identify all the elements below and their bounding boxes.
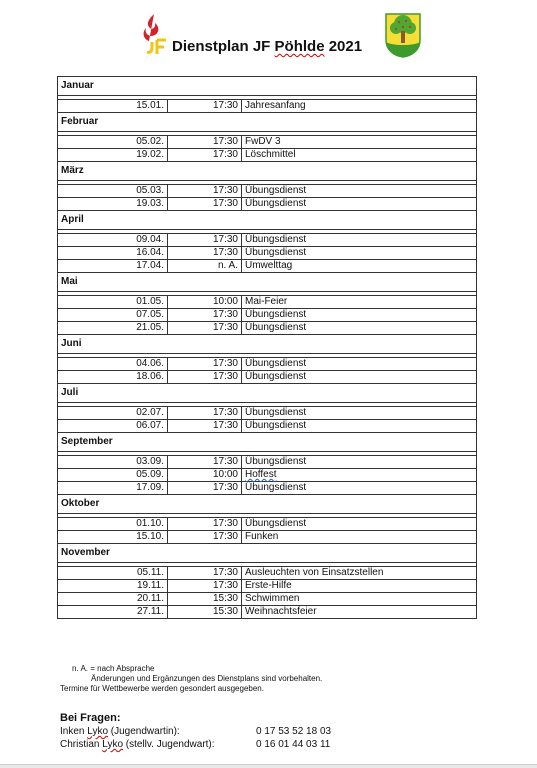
- page-title: Dienstplan JF Pöhlde 2021: [172, 38, 363, 55]
- event-cell: [242, 469, 477, 482]
- event-label: Schwimmen: [245, 593, 300, 604]
- jugendfeuerwehr-logo: [140, 12, 170, 56]
- month-header-row: [58, 273, 477, 292]
- schedule-row: [58, 358, 477, 371]
- blank-cell: [58, 580, 98, 593]
- event-cell: [242, 518, 477, 531]
- blank-cell: [58, 149, 98, 162]
- schedule-row: [58, 185, 477, 198]
- blank-cell: [58, 371, 98, 384]
- schedule-row: [58, 518, 477, 531]
- blank-cell: [58, 593, 98, 606]
- date-cell: 05.03.: [97, 185, 168, 198]
- blank-cell: [58, 420, 98, 433]
- date-cell: 16.04.: [97, 247, 168, 260]
- blank-cell: [58, 185, 98, 198]
- schedule-row: [58, 567, 477, 580]
- month-name: Januar: [58, 77, 477, 96]
- month-name: Oktober: [58, 495, 477, 514]
- event-label: Löschmittel: [245, 149, 296, 160]
- event-cell: [242, 482, 477, 495]
- month-header-row: [58, 211, 477, 230]
- event-label: Übungsdienst: [245, 309, 307, 320]
- contact-row: [60, 725, 331, 738]
- blank-cell: [58, 234, 98, 247]
- time-cell: 17:30: [168, 518, 242, 531]
- event-cell: [242, 136, 477, 149]
- time-cell: 17:30: [168, 531, 242, 544]
- date-cell: 05.11.: [97, 567, 168, 580]
- event-cell: [242, 371, 477, 384]
- date-cell: 02.07.: [97, 407, 168, 420]
- schedule-row: [58, 371, 477, 384]
- blank-cell: [58, 567, 98, 580]
- blank-cell: [58, 531, 98, 544]
- month-name: September: [58, 433, 477, 452]
- event-cell: [242, 531, 477, 544]
- event-cell: [242, 234, 477, 247]
- date-cell: 17.09.: [97, 482, 168, 495]
- event-cell: [242, 198, 477, 211]
- blank-cell: [58, 407, 98, 420]
- schedule-row: [58, 100, 477, 113]
- event-cell: [242, 260, 477, 273]
- date-cell: 07.05.: [97, 309, 168, 322]
- event-cell: [242, 247, 477, 260]
- month-header-row: [58, 384, 477, 403]
- month-header-row: [58, 335, 477, 354]
- blank-cell: [58, 260, 98, 273]
- contact-row: [60, 738, 331, 751]
- schedule-row: [58, 260, 477, 273]
- schedule-row: [58, 606, 477, 619]
- schedule-row: [58, 580, 477, 593]
- time-cell: 17:30: [168, 234, 242, 247]
- time-cell: 17:30: [168, 580, 242, 593]
- time-cell: 17:30: [168, 407, 242, 420]
- blank-cell: [58, 518, 98, 531]
- event-label: Funken: [245, 531, 279, 542]
- event-label: Jahresanfang: [245, 100, 306, 111]
- schedule-row: [58, 420, 477, 433]
- date-cell: 01.10.: [97, 518, 168, 531]
- time-cell: 10:00: [168, 296, 242, 309]
- month-name: Juni: [58, 335, 477, 354]
- time-cell: 17:30: [168, 371, 242, 384]
- schedule-row: [58, 531, 477, 544]
- date-cell: 27.11.: [97, 606, 168, 619]
- event-cell: [242, 567, 477, 580]
- date-cell: 20.11.: [97, 593, 168, 606]
- time-cell: 17:30: [168, 322, 242, 335]
- event-cell: [242, 296, 477, 309]
- time-cell: 17:30: [168, 247, 242, 260]
- blank-cell: [58, 136, 98, 149]
- event-label: Übungsdienst: [245, 371, 307, 382]
- schedule-row: [58, 234, 477, 247]
- schedule-row: [58, 456, 477, 469]
- event-label: Übungsdienst: [245, 185, 307, 196]
- date-cell: 19.03.: [97, 198, 168, 211]
- schedule-row: [58, 407, 477, 420]
- event-label: Übungsdienst: [245, 234, 307, 245]
- changes-note: Änderungen und Ergänzungen des Dienstplans sind vorbehalten.: [91, 674, 323, 683]
- schedule-row: [58, 322, 477, 335]
- blank-cell: [58, 482, 98, 495]
- blank-cell: [58, 456, 98, 469]
- blank-cell: [58, 247, 98, 260]
- time-cell: 17:30: [168, 358, 242, 371]
- month-name: Mai: [58, 273, 477, 292]
- event-label: Übungsdienst: [245, 407, 307, 418]
- event-label: Übungsdienst: [245, 247, 307, 258]
- contact-name: Christian Lyko (stellv. Jugendwart):: [60, 739, 215, 750]
- event-label: Übungsdienst: [245, 198, 307, 209]
- schedule-row: [58, 482, 477, 495]
- date-cell: 15.01.: [97, 100, 168, 113]
- abbreviation-note: n. A. = nach Absprache: [72, 664, 155, 673]
- footnotes: [60, 664, 322, 694]
- date-cell: 04.06.: [97, 358, 168, 371]
- time-cell: 17:30: [168, 100, 242, 113]
- date-cell: 21.05.: [97, 322, 168, 335]
- month-name: November: [58, 544, 477, 563]
- event-cell: [242, 309, 477, 322]
- contact-section: [60, 712, 331, 751]
- event-cell: [242, 606, 477, 619]
- time-cell: 17:30: [168, 567, 242, 580]
- event-label: Übungsdienst: [245, 482, 307, 493]
- event-label: Umwelttag: [245, 260, 293, 271]
- date-cell: 05.09.: [97, 469, 168, 482]
- month-name: März: [58, 162, 477, 181]
- event-cell: [242, 593, 477, 606]
- blank-cell: [58, 198, 98, 211]
- month-header-row: [58, 162, 477, 181]
- date-cell: 05.02.: [97, 136, 168, 149]
- schedule-row: [58, 136, 477, 149]
- time-cell: 15:30: [168, 606, 242, 619]
- blank-cell: [58, 100, 98, 113]
- schedule-row: [58, 296, 477, 309]
- event-label: Übungsdienst: [245, 420, 307, 431]
- duty-schedule-table: [57, 76, 477, 619]
- date-cell: 19.02.: [97, 149, 168, 162]
- time-cell: 17:30: [168, 309, 242, 322]
- date-cell: 03.09.: [97, 456, 168, 469]
- time-cell: 17:30: [168, 198, 242, 211]
- month-name: April: [58, 211, 477, 230]
- time-cell: 17:30: [168, 136, 242, 149]
- time-cell: n. A.: [168, 260, 242, 273]
- blank-cell: [58, 606, 98, 619]
- schedule-row: [58, 198, 477, 211]
- time-cell: 10:00: [168, 469, 242, 482]
- schedule-row: [58, 469, 477, 482]
- event-label: Übungsdienst: [245, 322, 307, 333]
- date-cell: 15.10.: [97, 531, 168, 544]
- event-cell: [242, 322, 477, 335]
- blank-cell: [58, 469, 98, 482]
- month-name: Juli: [58, 384, 477, 403]
- date-cell: 18.06.: [97, 371, 168, 384]
- event-label: Erste-Hilfe: [245, 580, 292, 591]
- event-cell: [242, 407, 477, 420]
- event-cell: [242, 580, 477, 593]
- month-header-row: [58, 433, 477, 452]
- month-header-row: [58, 113, 477, 132]
- schedule-row: [58, 309, 477, 322]
- blank-cell: [58, 296, 98, 309]
- time-cell: 17:30: [168, 482, 242, 495]
- blank-cell: [58, 309, 98, 322]
- date-cell: 09.04.: [97, 234, 168, 247]
- date-cell: 06.07.: [97, 420, 168, 433]
- schedule-row: [58, 593, 477, 606]
- event-label: Weihnachtsfeier: [245, 606, 317, 617]
- time-cell: 17:30: [168, 149, 242, 162]
- month-header-row: [58, 77, 477, 96]
- contact-heading: Bei Fragen:: [60, 712, 121, 724]
- event-label: Ausleuchten von Einsatzstellen: [245, 567, 384, 578]
- event-cell: [242, 456, 477, 469]
- contact-name: Inken Lyko (Jugendwartin):: [60, 726, 180, 737]
- event-label: Mai-Feier: [245, 296, 288, 307]
- time-cell: 17:30: [168, 420, 242, 433]
- village-crest-logo: [384, 12, 422, 58]
- schedule-row: [58, 149, 477, 162]
- event-cell: [242, 100, 477, 113]
- competitions-note: Termine für Wettbewerbe werden gesondert ausgegeben.: [60, 684, 264, 693]
- contact-phone: 0 17 53 52 18 03: [256, 726, 332, 737]
- event-label: Übungsdienst: [245, 518, 307, 529]
- date-cell: 17.04.: [97, 260, 168, 273]
- event-cell: [242, 420, 477, 433]
- date-cell: 01.05.: [97, 296, 168, 309]
- blank-cell: [58, 358, 98, 371]
- event-cell: [242, 185, 477, 198]
- time-cell: 17:30: [168, 456, 242, 469]
- time-cell: 15:30: [168, 593, 242, 606]
- event-label: Übungsdienst: [245, 456, 307, 467]
- event-label: Hoffest: [245, 469, 277, 480]
- month-name: Februar: [58, 113, 477, 132]
- time-cell: 17:30: [168, 185, 242, 198]
- event-cell: [242, 358, 477, 371]
- event-label: Übungsdienst: [245, 358, 307, 369]
- contact-phone: 0 16 01 44 03 11: [256, 739, 331, 750]
- schedule-row: [58, 247, 477, 260]
- event-label: FwDV 3: [245, 136, 281, 147]
- month-header-row: [58, 495, 477, 514]
- blank-cell: [58, 322, 98, 335]
- month-header-row: [58, 544, 477, 563]
- date-cell: 19.11.: [97, 580, 168, 593]
- event-cell: [242, 149, 477, 162]
